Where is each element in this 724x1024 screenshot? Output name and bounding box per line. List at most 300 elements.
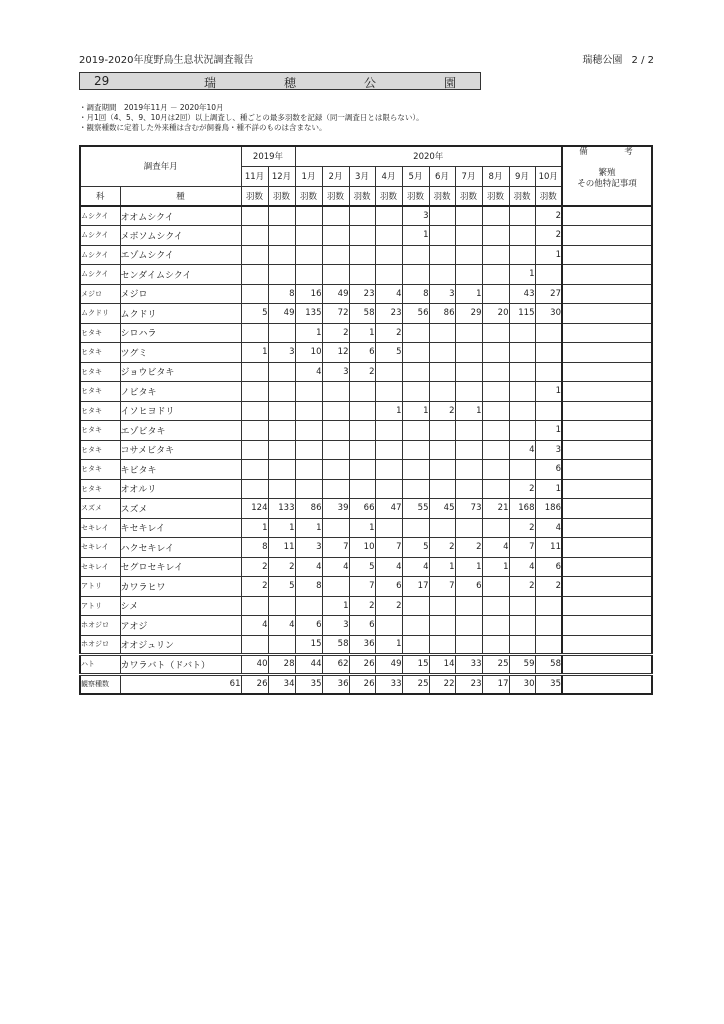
count-cell: 135 [295,304,322,324]
species-cell: コサメビタキ [120,440,241,460]
remarks-cell [562,460,652,480]
count-cell [509,635,535,655]
family-cell: ヒタキ [80,479,120,499]
count-cell [455,460,482,480]
remarks-cell [562,284,652,304]
remarks-cell [562,401,652,421]
count-cell [241,206,268,226]
count-cell [429,479,455,499]
count-cell [482,616,509,636]
count-cell: 25 [482,655,509,675]
count-cell [482,577,509,597]
note-line: ・調査期間 2019年11月 － 2020年10月 [79,103,224,112]
count-cell [509,343,535,363]
count-cell [349,382,375,402]
table-row [80,499,652,519]
count-cell: 2 [535,226,562,246]
count-cell: 1 [375,635,402,655]
count-cell [402,440,429,460]
count-cell [482,245,509,265]
count-cell: 58 [535,655,562,675]
count-header: 羽数 [455,186,482,206]
count-header: 羽数 [482,186,509,206]
count-cell: 20 [482,304,509,324]
count-cell: 1 [509,265,535,285]
count-cell: 1 [455,557,482,577]
count-cell: 5 [349,557,375,577]
table-row [80,518,652,538]
count-cell: 4 [535,518,562,538]
survey-period-header: 調査年月 [80,146,241,186]
count-cell: 2 [241,577,268,597]
count-cell: 4 [295,362,322,382]
month-header: 9月 [509,166,535,186]
page-number: 2 / 2 [631,55,654,66]
count-cell: 6 [535,460,562,480]
count-cell: 7 [429,577,455,597]
table-row [80,655,652,675]
count-cell [322,479,349,499]
count-cell [429,226,455,246]
count-cell [241,460,268,480]
count-cell [429,323,455,343]
count-cell: 2 [322,323,349,343]
monthly-species-count: 35 [535,674,562,694]
count-cell: 1 [535,382,562,402]
family-cell: ヒタキ [80,362,120,382]
count-cell [509,460,535,480]
count-cell: 1 [349,518,375,538]
count-cell [509,245,535,265]
table-row [80,577,652,597]
family-cell: セキレイ [80,518,120,538]
family-cell: ムシクイ [80,245,120,265]
park-title-box [79,72,481,90]
table-row [80,206,652,226]
remarks-cell [562,674,652,694]
count-cell: 86 [429,304,455,324]
count-cell: 133 [268,499,295,519]
count-cell [429,518,455,538]
count-cell: 66 [349,499,375,519]
count-cell: 7 [509,538,535,558]
family-cell: ムシクイ [80,206,120,226]
count-cell: 2 [535,577,562,597]
count-cell [429,616,455,636]
count-cell: 3 [268,343,295,363]
table-row [80,265,652,285]
count-cell: 7 [322,538,349,558]
month-header: 3月 [349,166,375,186]
table-row [80,245,652,265]
count-cell: 1 [402,226,429,246]
count-cell: 49 [322,284,349,304]
location-name: 瑞穂公園 [582,55,623,66]
count-cell [268,382,295,402]
count-cell: 15 [402,655,429,675]
count-cell: 47 [375,499,402,519]
species-cell: シロハラ [120,323,241,343]
count-cell [322,577,349,597]
count-cell [268,596,295,616]
count-cell [402,460,429,480]
count-cell: 59 [509,655,535,675]
count-cell: 115 [509,304,535,324]
month-header: 7月 [455,166,482,186]
count-cell [482,401,509,421]
count-cell [429,421,455,441]
remarks-cell [562,421,652,441]
count-cell [402,635,429,655]
count-cell: 1 [241,343,268,363]
family-cell: ムクドリ [80,304,120,324]
count-cell [349,245,375,265]
count-cell: 21 [482,499,509,519]
table-row [80,362,652,382]
species-cell: イソヒヨドリ [120,401,241,421]
count-cell: 56 [402,304,429,324]
count-cell [375,460,402,480]
count-cell [402,596,429,616]
count-cell: 1 [241,518,268,538]
species-cell: ツグミ [120,343,241,363]
count-cell [402,245,429,265]
count-cell [322,265,349,285]
count-cell [455,596,482,616]
count-cell [295,226,322,246]
park-name-char: 公 [364,76,377,90]
count-cell [375,362,402,382]
family-cell: ヒタキ [80,460,120,480]
month-header: 12月 [268,166,295,186]
table-row [80,440,652,460]
count-cell: 5 [241,304,268,324]
species-cell: ジョウビタキ [120,362,241,382]
count-cell: 43 [509,284,535,304]
count-cell [268,635,295,655]
count-cell: 1 [402,401,429,421]
count-cell: 5 [268,577,295,597]
monthly-species-count: 33 [375,674,402,694]
remarks-cell [562,440,652,460]
species-cell: ハクセキレイ [120,538,241,558]
table-row [80,304,652,324]
table-row [80,401,652,421]
count-cell [455,382,482,402]
count-cell [482,284,509,304]
count-cell [375,421,402,441]
count-cell [535,616,562,636]
table-row [80,382,652,402]
count-cell: 124 [241,499,268,519]
family-cell: ハト [80,655,120,675]
count-cell [402,518,429,538]
count-cell: 4 [482,538,509,558]
survey-notes [79,103,424,133]
count-cell [322,460,349,480]
count-cell: 86 [295,499,322,519]
count-cell: 6 [455,577,482,597]
count-cell [241,401,268,421]
count-cell [295,460,322,480]
count-cell: 44 [295,655,322,675]
count-cell: 2 [349,362,375,382]
species-cell: アオジ [120,616,241,636]
count-cell: 62 [322,655,349,675]
count-cell: 10 [349,538,375,558]
count-cell: 36 [349,635,375,655]
count-cell [375,245,402,265]
remarks-cell [562,635,652,655]
remarks-cell [562,206,652,226]
count-cell: 72 [322,304,349,324]
remarks-cell [562,265,652,285]
table-row [80,596,652,616]
count-header: 羽数 [402,186,429,206]
count-cell [455,343,482,363]
count-cell [455,245,482,265]
species-cell: キビタキ [120,460,241,480]
count-cell: 23 [375,304,402,324]
year-2020-header: 2020年 [295,146,562,166]
count-cell [455,479,482,499]
count-cell: 6 [349,343,375,363]
monthly-species-count: 26 [241,674,268,694]
remarks-cell [562,343,652,363]
count-cell [429,362,455,382]
count-cell: 3 [322,362,349,382]
monthly-species-count: 23 [455,674,482,694]
remarks-cell [562,479,652,499]
species-cell: ノビタキ [120,382,241,402]
count-cell: 2 [509,577,535,597]
count-cell [429,440,455,460]
count-cell: 29 [455,304,482,324]
count-cell: 2 [268,557,295,577]
table-row [80,479,652,499]
park-number: 29 [94,74,110,88]
count-cell: 23 [349,284,375,304]
count-cell: 1 [535,245,562,265]
count-cell: 1 [322,596,349,616]
remarks-title: 備 考 [579,147,647,157]
count-cell [295,401,322,421]
count-cell [482,421,509,441]
count-cell [241,421,268,441]
count-cell: 6 [375,577,402,597]
count-cell [429,245,455,265]
count-cell: 49 [375,655,402,675]
count-cell [241,362,268,382]
remarks-cell [562,596,652,616]
family-cell: ムシクイ [80,226,120,246]
year-2019-header: 2019年 [241,146,295,166]
month-header: 10月 [535,166,562,186]
species-cell: ムクドリ [120,304,241,324]
species-cell: スズメ [120,499,241,519]
count-cell [241,596,268,616]
table-row [80,343,652,363]
count-cell [375,479,402,499]
species-cell: エゾビタキ [120,421,241,441]
count-cell: 4 [268,616,295,636]
report-title: 2019-2020年度野鳥生息状況調査報告 [79,55,254,66]
count-cell: 2 [535,206,562,226]
count-cell: 40 [241,655,268,675]
count-cell [241,226,268,246]
count-cell [482,460,509,480]
count-cell [241,440,268,460]
month-header: 8月 [482,166,509,186]
count-cell: 11 [268,538,295,558]
count-cell [455,518,482,538]
count-cell [295,421,322,441]
count-cell: 55 [402,499,429,519]
count-cell [375,616,402,636]
count-cell [402,616,429,636]
count-cell [535,265,562,285]
table-row [80,226,652,246]
count-cell [349,440,375,460]
remarks-cell [562,518,652,538]
count-cell [455,440,482,460]
count-cell: 168 [509,499,535,519]
count-cell [509,323,535,343]
count-cell [349,421,375,441]
count-cell: 8 [268,284,295,304]
count-cell: 4 [402,557,429,577]
species-cell: オオルリ [120,479,241,499]
count-cell [268,323,295,343]
count-cell [482,265,509,285]
month-header: 4月 [375,166,402,186]
count-cell: 4 [295,557,322,577]
family-cell: スズメ [80,499,120,519]
species-cell: オオムシクイ [120,206,241,226]
count-header: 羽数 [509,186,535,206]
count-cell [509,401,535,421]
species-cell: オオジュリン [120,635,241,655]
count-cell: 45 [429,499,455,519]
count-cell: 1 [455,401,482,421]
count-cell: 27 [535,284,562,304]
count-cell [295,479,322,499]
page-header-right [576,51,654,66]
count-cell: 8 [295,577,322,597]
count-cell [322,440,349,460]
count-cell: 4 [322,557,349,577]
month-header: 11月 [241,166,268,186]
count-cell: 4 [509,440,535,460]
species-cell: メジロ [120,284,241,304]
remarks-cell [562,245,652,265]
count-header: 羽数 [268,186,295,206]
count-cell [535,596,562,616]
count-cell: 1 [429,557,455,577]
count-cell [375,518,402,538]
count-cell: 2 [429,401,455,421]
count-cell: 3 [322,616,349,636]
count-cell [241,323,268,343]
count-cell: 10 [295,343,322,363]
count-cell [455,265,482,285]
park-name-char: 園 [444,76,457,90]
count-cell: 26 [349,655,375,675]
count-cell: 14 [429,655,455,675]
count-cell [402,323,429,343]
count-cell: 186 [535,499,562,519]
species-cell: エゾムシクイ [120,245,241,265]
count-cell [268,206,295,226]
count-cell [402,265,429,285]
count-cell [482,362,509,382]
monthly-species-count: 26 [349,674,375,694]
family-cell: ヒタキ [80,343,120,363]
count-cell [375,440,402,460]
count-cell [455,362,482,382]
count-cell: 8 [402,284,429,304]
count-cell [241,479,268,499]
species-cell: シメ [120,596,241,616]
family-cell: ヒタキ [80,401,120,421]
remarks-cell [562,499,652,519]
count-cell [295,596,322,616]
family-cell: セキレイ [80,557,120,577]
family-cell: ホオジロ [80,616,120,636]
month-header: 1月 [295,166,322,186]
count-header: 羽数 [322,186,349,206]
count-cell [509,362,535,382]
count-cell [375,265,402,285]
count-cell [268,226,295,246]
count-cell: 4 [375,557,402,577]
count-cell [509,206,535,226]
family-cell: ヒタキ [80,382,120,402]
bird-survey-table [79,145,653,695]
count-cell: 5 [402,538,429,558]
count-cell [322,421,349,441]
family-cell: ヒタキ [80,440,120,460]
count-cell [429,460,455,480]
count-cell [322,518,349,538]
count-cell [349,206,375,226]
count-cell: 28 [268,655,295,675]
count-cell: 11 [535,538,562,558]
count-cell [268,460,295,480]
month-header: 5月 [402,166,429,186]
species-cell: キセキレイ [120,518,241,538]
family-cell: ホオジロ [80,635,120,655]
count-cell: 8 [241,538,268,558]
remarks-cell [562,655,652,675]
count-cell: 15 [295,635,322,655]
total-label: 観察種数 [80,674,120,694]
count-cell [509,382,535,402]
count-cell [509,616,535,636]
count-cell [268,265,295,285]
count-cell: 1 [349,323,375,343]
monthly-species-count: 22 [429,674,455,694]
count-cell: 2 [349,596,375,616]
count-cell: 2 [509,479,535,499]
count-cell [322,382,349,402]
count-cell: 1 [455,284,482,304]
count-cell [349,226,375,246]
family-header: 科 [80,186,120,206]
species-cell: セグロセキレイ [120,557,241,577]
family-cell: アトリ [80,577,120,597]
family-cell: セキレイ [80,538,120,558]
